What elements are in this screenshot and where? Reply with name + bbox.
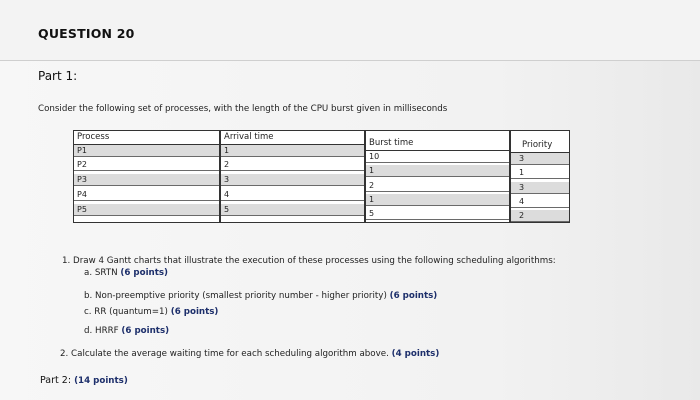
arrival-column	[221, 131, 364, 222]
arrival-cell: 5	[221, 204, 364, 216]
task-c-points: (6 points)	[170, 307, 219, 317]
task-a	[84, 268, 168, 278]
intro-text: Consider the following set of processes, with the length of the CPU burst given in milliseconds	[38, 104, 448, 114]
burst-header: Burst time	[369, 138, 414, 148]
task-b-text: b. Non-preemptive priority (smallest priority number - higher priority)	[84, 291, 387, 301]
priority-header: Priority	[522, 140, 553, 150]
part2-points: (14 points)	[74, 376, 128, 386]
task-a-points: (6 points)	[120, 268, 169, 278]
process-cell: P5	[74, 204, 219, 216]
arrival-header: Arrival time	[224, 132, 274, 142]
process-column	[74, 131, 219, 222]
task-d	[84, 326, 169, 336]
burst-column	[366, 131, 509, 222]
burst-cell: 10	[366, 151, 509, 163]
process-header: Process	[77, 132, 110, 142]
process-table	[73, 130, 570, 223]
task-item-2-text: 2. Calculate the average waiting time for each scheduling algorithm above.	[60, 349, 389, 359]
arrival-cell: 2	[221, 159, 364, 171]
part2-title: Part 2:	[40, 375, 72, 386]
burst-cell: 5	[366, 208, 509, 220]
arrival-cell: 4	[221, 189, 364, 201]
arrival-cell: 3	[221, 174, 364, 186]
question-header	[0, 0, 700, 61]
process-cell: P1	[74, 145, 219, 157]
task-item-2-points: (4 points)	[391, 349, 440, 359]
task-b	[84, 291, 437, 301]
process-cell: P3	[74, 174, 219, 186]
task-item-2	[60, 349, 439, 359]
task-c	[84, 307, 218, 317]
priority-cell: 3	[511, 153, 569, 165]
part1-heading: Part 1:	[38, 69, 78, 83]
task-d-text: d. HRRF	[84, 326, 119, 336]
task-d-points: (6 points)	[121, 326, 170, 336]
priority-cell: 2	[511, 210, 569, 222]
burst-cell: 1	[366, 165, 509, 177]
priority-cell: 4	[511, 196, 569, 208]
process-cell: P4	[74, 189, 219, 201]
part2-heading	[40, 375, 128, 386]
burst-cell: 2	[366, 180, 509, 192]
task-c-text: c. RR (quantum=1)	[84, 307, 168, 317]
task-a-text: a. SRTN	[84, 268, 118, 278]
question-title: QUESTION 20	[38, 26, 135, 41]
burst-cell: 1	[366, 194, 509, 206]
task-b-points: (6 points)	[389, 291, 438, 301]
priority-column	[511, 131, 569, 222]
priority-cell: 1	[511, 167, 569, 179]
priority-cell: 3	[511, 182, 569, 194]
process-cell: P2	[74, 159, 219, 171]
task-item-1: 1. Draw 4 Gantt charts that illustrate the execution of these processes using the following scheduling algorithms:	[62, 256, 556, 266]
arrival-cell: 1	[221, 145, 364, 157]
